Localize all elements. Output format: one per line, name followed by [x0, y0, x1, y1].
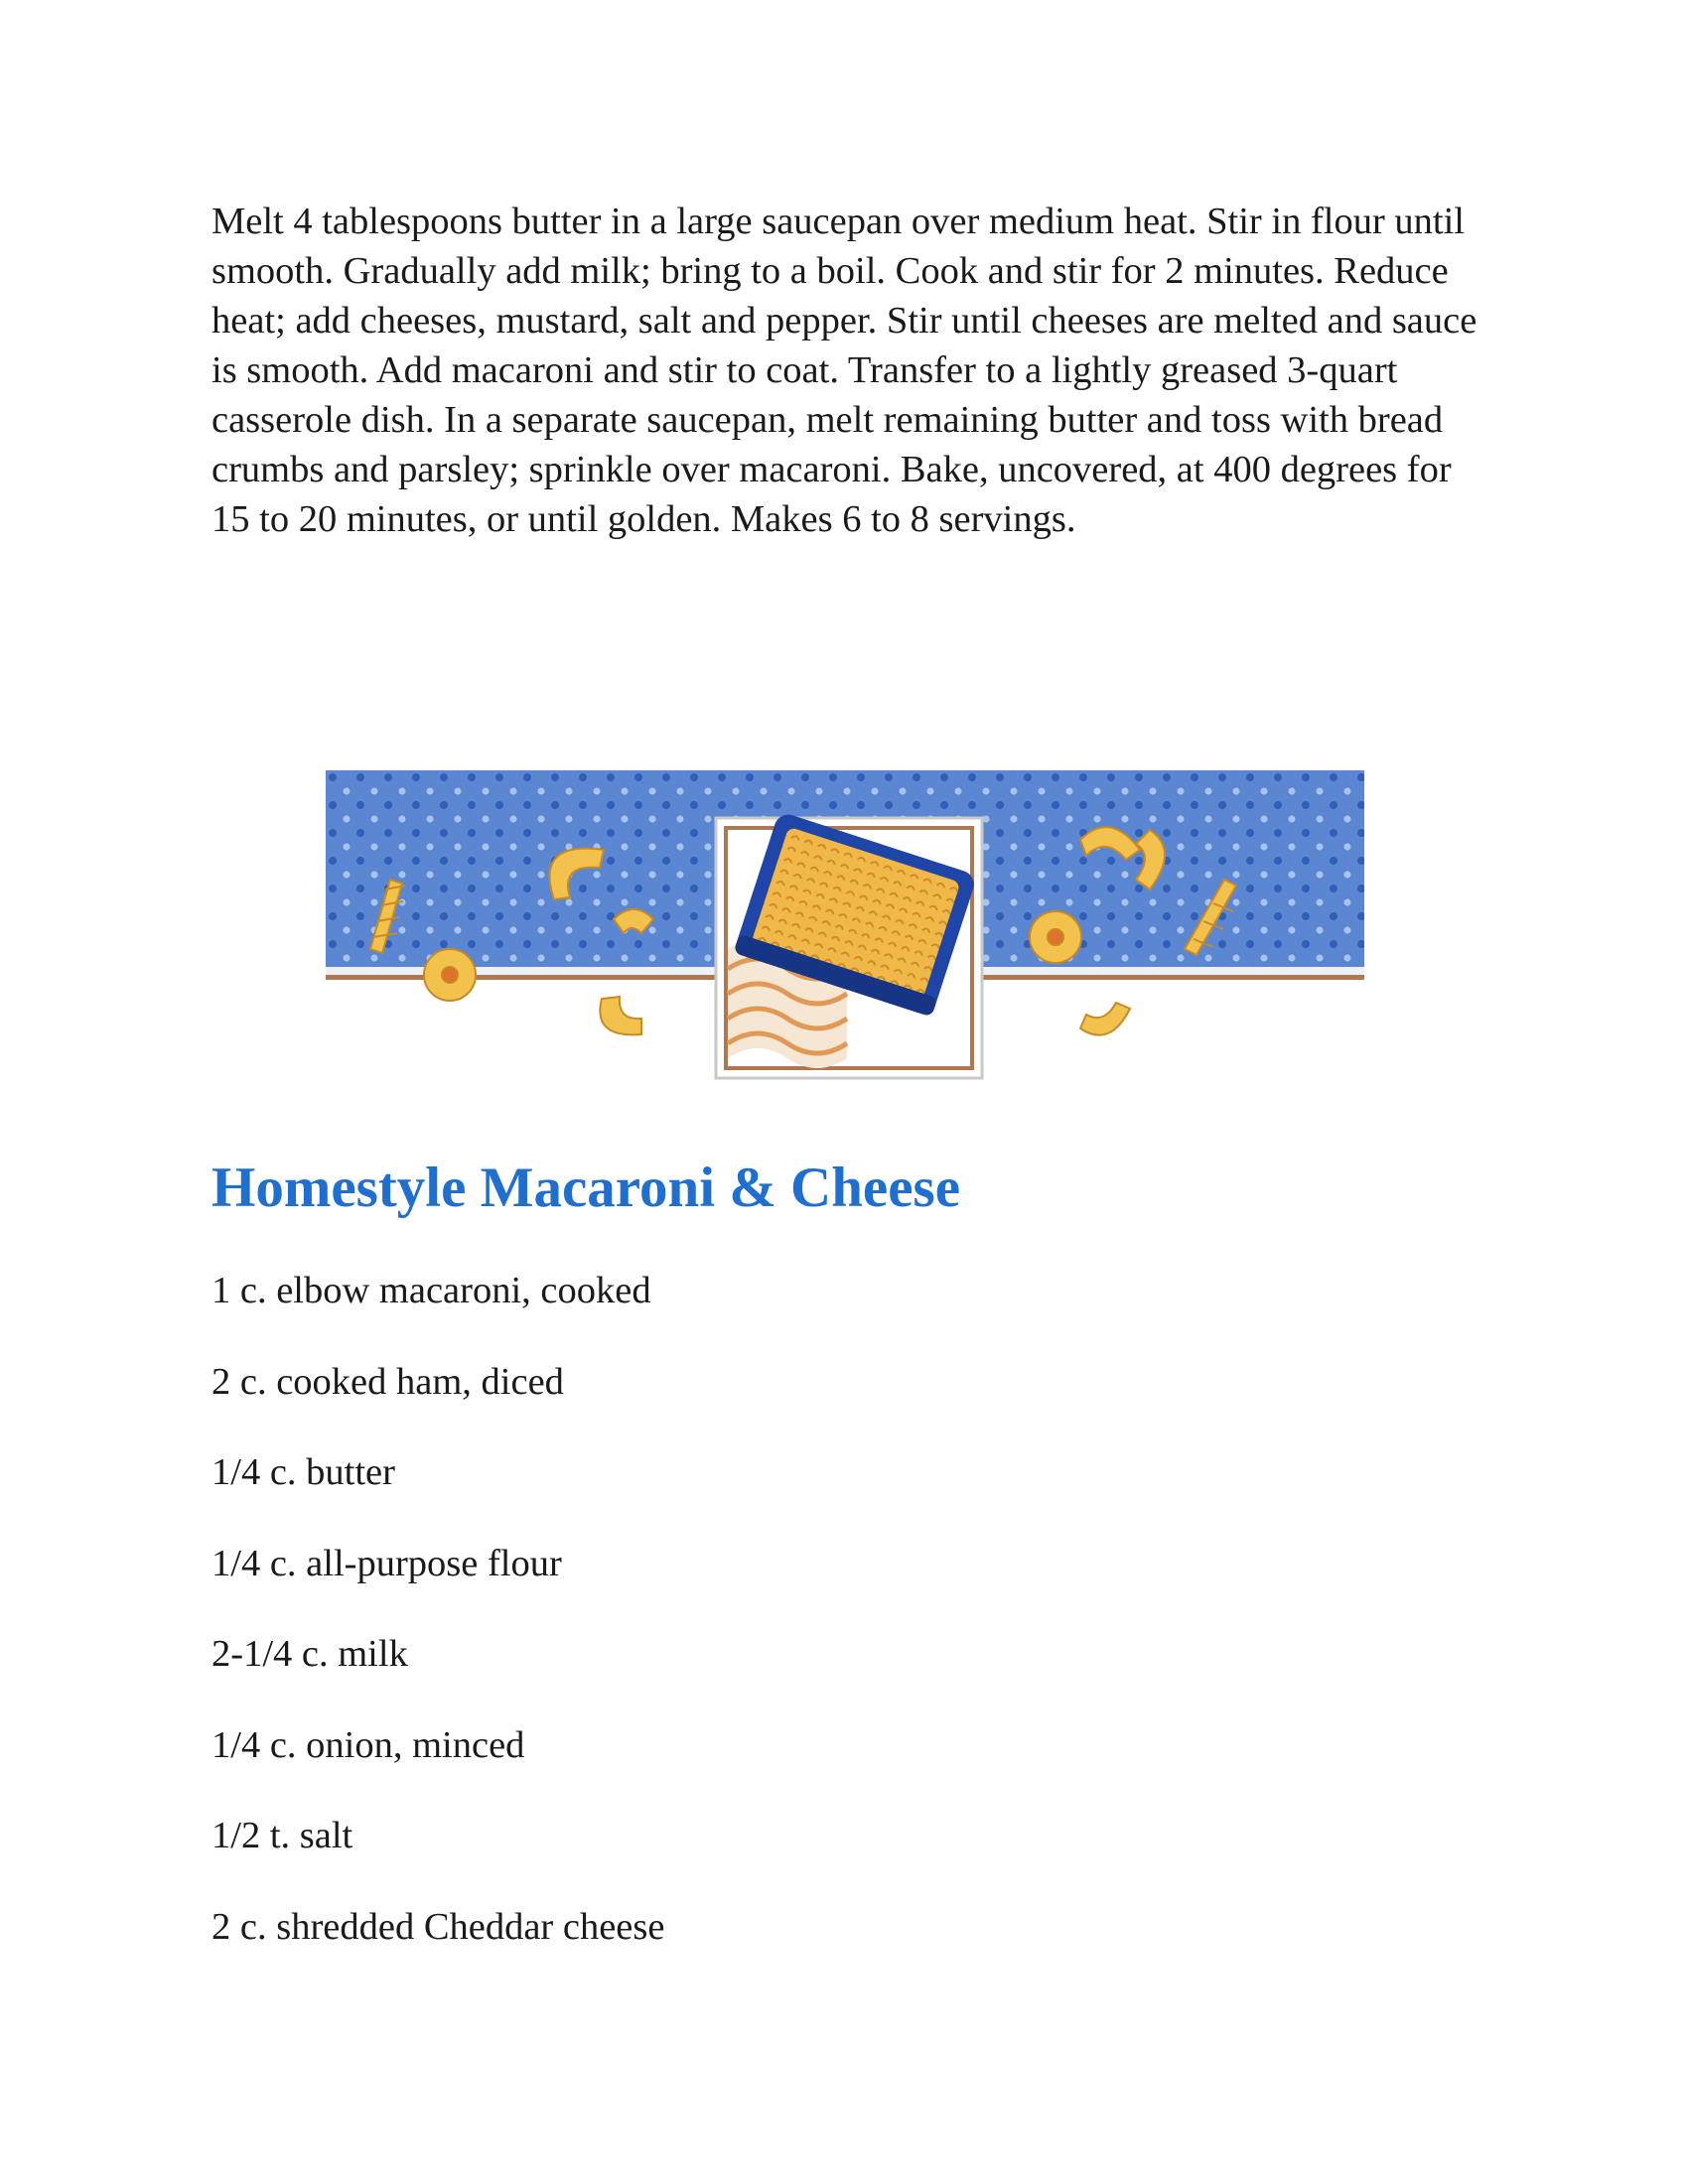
ingredient-item: 1 c. elbow macaroni, cooked: [211, 1270, 651, 1311]
ingredient-item: 2 c. cooked ham, diced: [211, 1360, 564, 1403]
ingredient-item: 2-1/4 c. milk: [211, 1633, 408, 1675]
previous-recipe-instructions: Melt 4 tablespoons butter in a large saucepan over medium heat. Stir in flour until smooth. Gradually add milk; bring to a boil. Cook and stir for 2 minutes. Reduce heat; add cheeses, mustard, salt and pepper. Stir until cheeses are melted and sauce is smooth. Add macaroni and stir to coat. Transfer to a lightly greased 3-quart casserole dish. In a separate saucepan, melt remaining butter and toss with bread crumbs and parsley; sprinkle over macaroni. Bake, uncovered, at 400 degrees for 15 to 20 minutes, or until golden. Makes 6 to 8 servings.: [211, 201, 1477, 540]
ingredient-item: 1/4 c. all-purpose flour: [211, 1542, 562, 1584]
recipe-title: Homestyle Macaroni & Cheese: [211, 1157, 960, 1219]
ingredient-item: 1/2 t. salt: [211, 1815, 353, 1856]
ingredient-list: [211, 1266, 664, 1992]
ingredient-item: 2 c. shredded Cheddar cheese: [211, 1905, 665, 1948]
ingredient-item: 1/4 c. onion, minced: [211, 1723, 525, 1766]
ingredient-item: 1/4 c. butter: [211, 1451, 395, 1493]
macaroni-banner-image: [326, 770, 1364, 1098]
